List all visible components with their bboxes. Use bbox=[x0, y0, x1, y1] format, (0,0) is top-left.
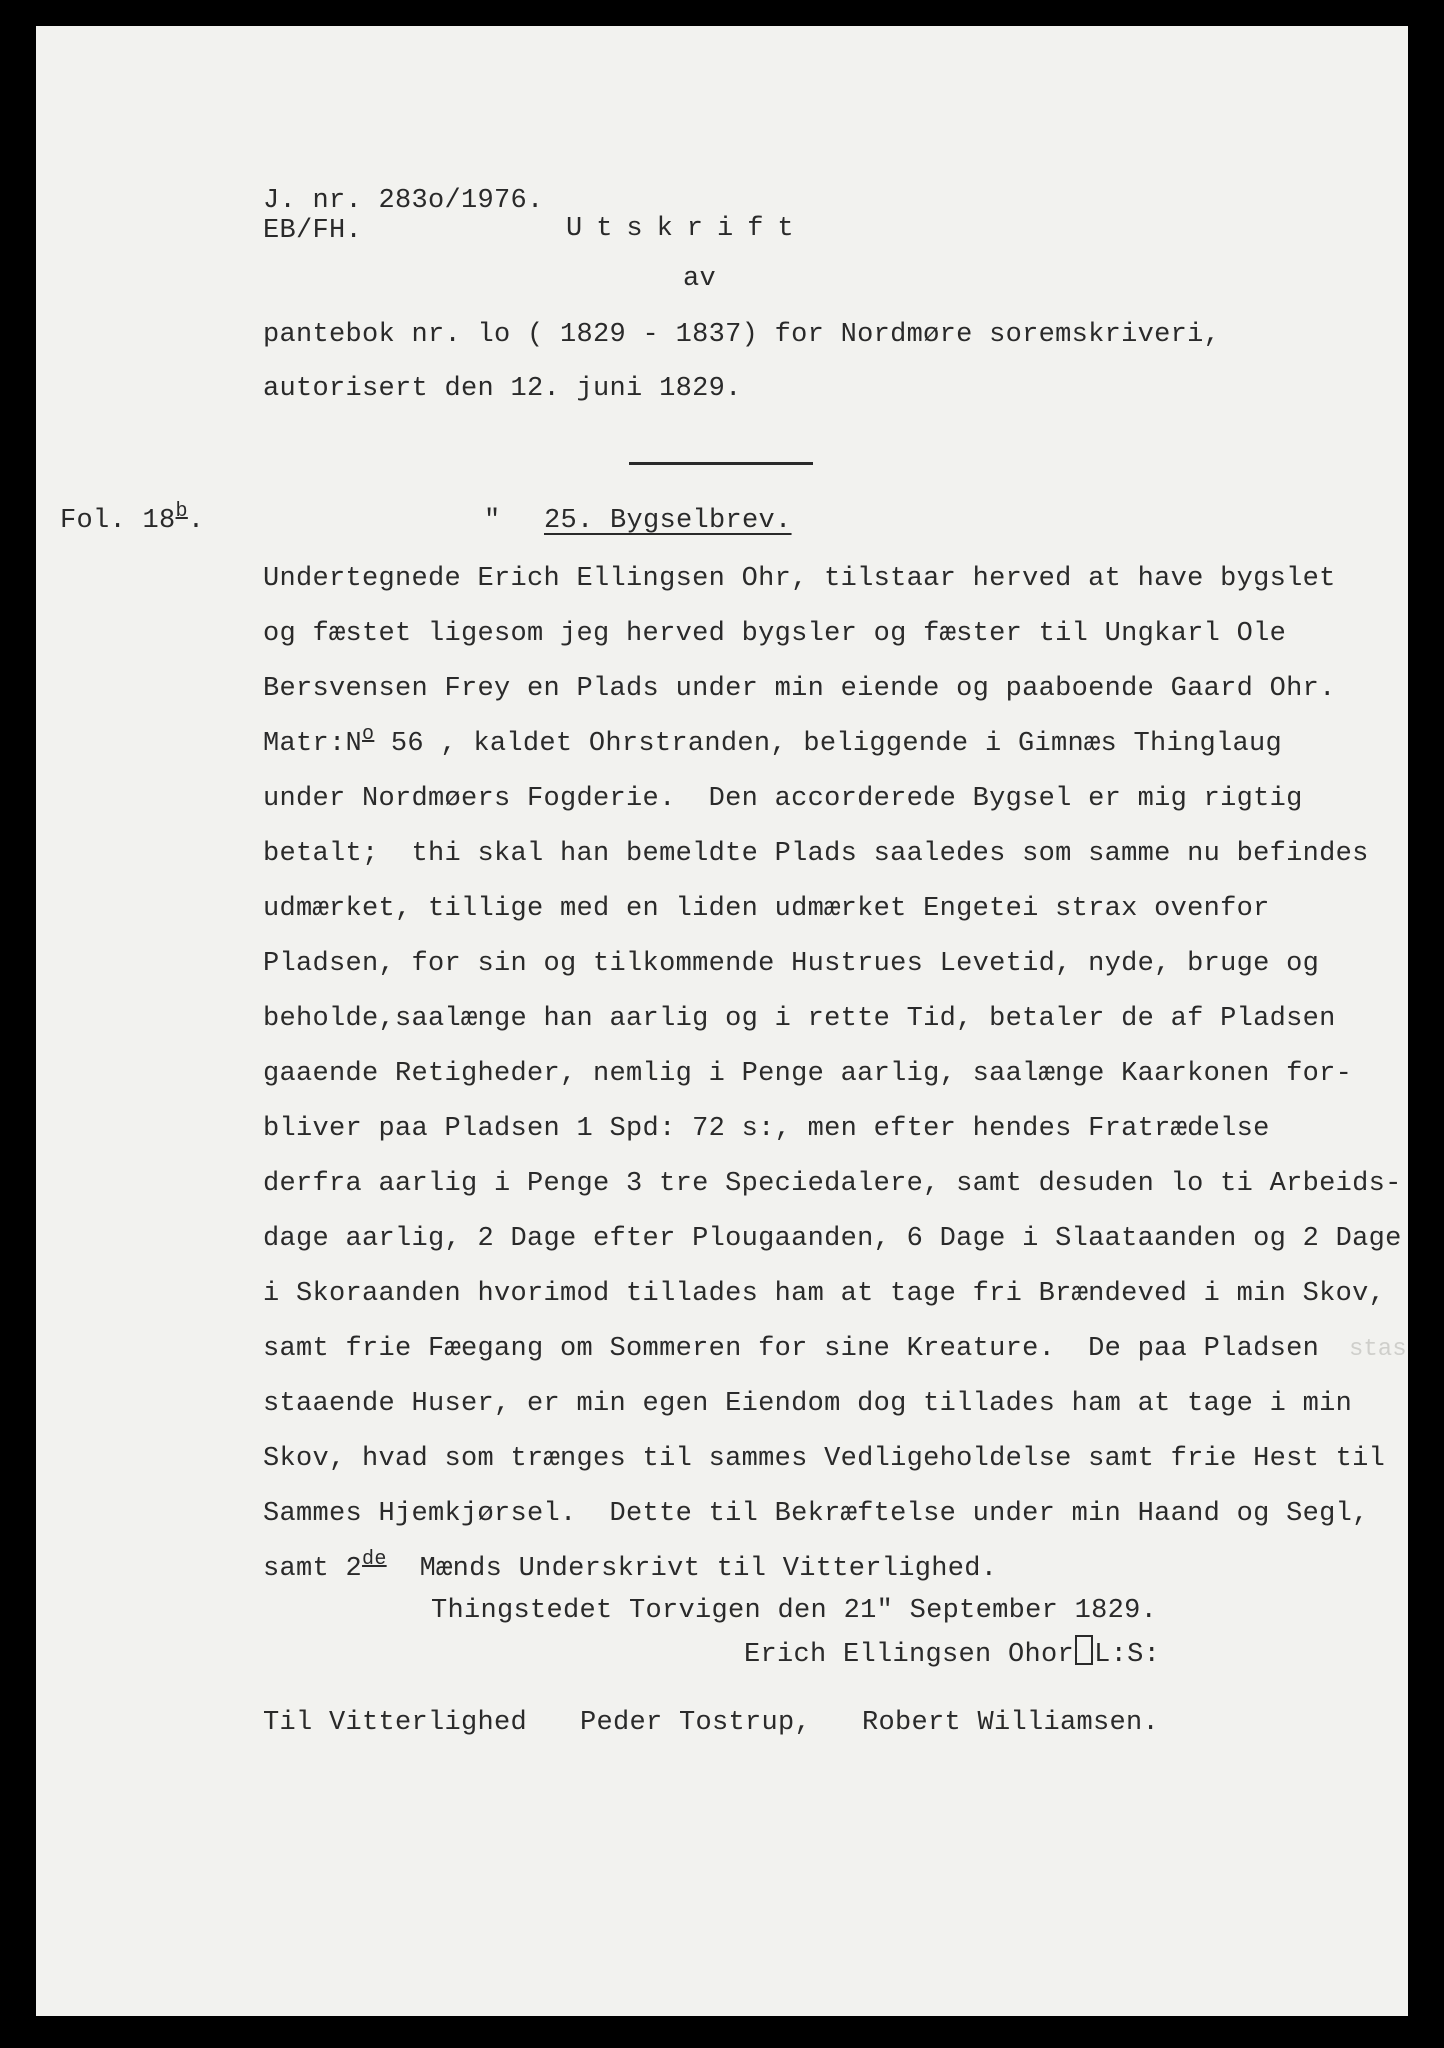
folio-suffix: . bbox=[187, 506, 205, 536]
body-line: staaende Huser, er min egen Eiendom dog tillades ham at tage i min bbox=[263, 1389, 1353, 1419]
matr-rest: 56 , kaldet Ohrstranden, beliggende i Gimnæs Thinglaug bbox=[374, 729, 1282, 759]
body-line: i Skoraanden hvorimod tillades ham at tage fri Brændeved i min Skov, bbox=[263, 1279, 1386, 1309]
body-line: Bersvensen Frey en Plads under min eiende og paaboende Gaard Ohr. bbox=[263, 674, 1336, 704]
source-line: pantebok nr. lo ( 1829 - 1837) for Nordmøre soremskriveri, bbox=[263, 320, 1221, 350]
body-line: Skov, hvad som trænges til sammes Vedligeholdelse samt frie Hest til bbox=[263, 1444, 1386, 1474]
body-line: Sammes Hjemkjørsel. Dette til Bekræftelse under min Haand og Segl, bbox=[263, 1499, 1369, 1529]
witness-2: Robert Williamsen. bbox=[862, 1708, 1160, 1738]
body-line: Pladsen, for sin og tilkommende Hustrues Levetid, nyde, bruge og bbox=[263, 949, 1320, 979]
body-line: gaaende Retigheder, nemlig i Penge aarlig, saalænge Kaarkonen for- bbox=[263, 1059, 1353, 1089]
signature-name: Erich Ellingsen Ohor bbox=[744, 1640, 1075, 1670]
folio-superscript: b bbox=[175, 500, 188, 523]
witness-1: Peder Tostrup, bbox=[580, 1708, 812, 1738]
journal-number: J. nr. 283o/1976. bbox=[263, 186, 544, 216]
body-line: udmærket, tillige med en liden udmærket Engetei strax ovenfor bbox=[263, 894, 1270, 924]
samt-rest: Mænds Underskrivt til Vitterlighed. bbox=[386, 1554, 998, 1584]
signature-line bbox=[744, 1635, 1160, 1672]
body-line: og fæstet ligesom jeg herved bygsler og fæster til Ungkarl Ole bbox=[263, 619, 1287, 649]
body-line: beholde,saalænge han aarlig og i rette Tid, betaler de af Pladsen bbox=[263, 1004, 1336, 1034]
body-line: betalt; thi skal han bemeldte Plads saaledes som samme nu befindes bbox=[263, 839, 1369, 869]
bleed-through-text: stas bbox=[1349, 1336, 1407, 1363]
body-line: under Nordmøers Fogderie. Den accorderede Bygsel er mig rigtig bbox=[263, 784, 1303, 814]
place-date: Thingstedet Torvigen den 21" September 1829. bbox=[431, 1596, 1158, 1626]
authorized-line: autorisert den 12. juni 1829. bbox=[263, 374, 742, 404]
body-line: derfra aarlig i Penge 3 tre Speciedalere, samt desuden lo ti Arbeids- bbox=[263, 1169, 1402, 1199]
witness-label: Til Vitterlighed bbox=[263, 1708, 528, 1738]
body-line: Undertegnede Erich Ellingsen Ohr, tilstaar herved at have bygslet bbox=[263, 564, 1336, 594]
folio-reference bbox=[60, 500, 205, 540]
body-line: bliver paa Pladsen 1 Spd: 72 s:, men efter hendes Fratrædelse bbox=[263, 1114, 1270, 1144]
matr-superscript: o bbox=[362, 723, 375, 746]
samt-superscript: de bbox=[362, 1548, 387, 1571]
quote-mark: " bbox=[484, 506, 501, 536]
entry-heading: 25. Bygselbrev. bbox=[544, 506, 792, 536]
seal-text: L:S: bbox=[1094, 1640, 1161, 1670]
folio-prefix: Fol. 18 bbox=[60, 506, 176, 536]
body-line: dage aarlig, 2 Dage efter Plougaanden, 6 Dage i Slaataanden og 2 Dage bbox=[263, 1224, 1402, 1254]
body-line: samt frie Fæegang om Sommeren for sine Kreature. De paa Pladsen bbox=[263, 1334, 1320, 1364]
samt-prefix: samt 2 bbox=[263, 1554, 363, 1584]
initials: EB/FH. bbox=[263, 216, 363, 246]
body-line-samt bbox=[263, 1548, 998, 1588]
separator-rule bbox=[629, 462, 813, 465]
matr-prefix: Matr:N bbox=[263, 729, 363, 759]
document-subtitle: av bbox=[683, 264, 717, 294]
document-page bbox=[36, 26, 1408, 2016]
body-line-matr bbox=[263, 723, 1282, 763]
seal-box-icon bbox=[1075, 1635, 1093, 1665]
document-title: Utskrift bbox=[566, 214, 808, 244]
